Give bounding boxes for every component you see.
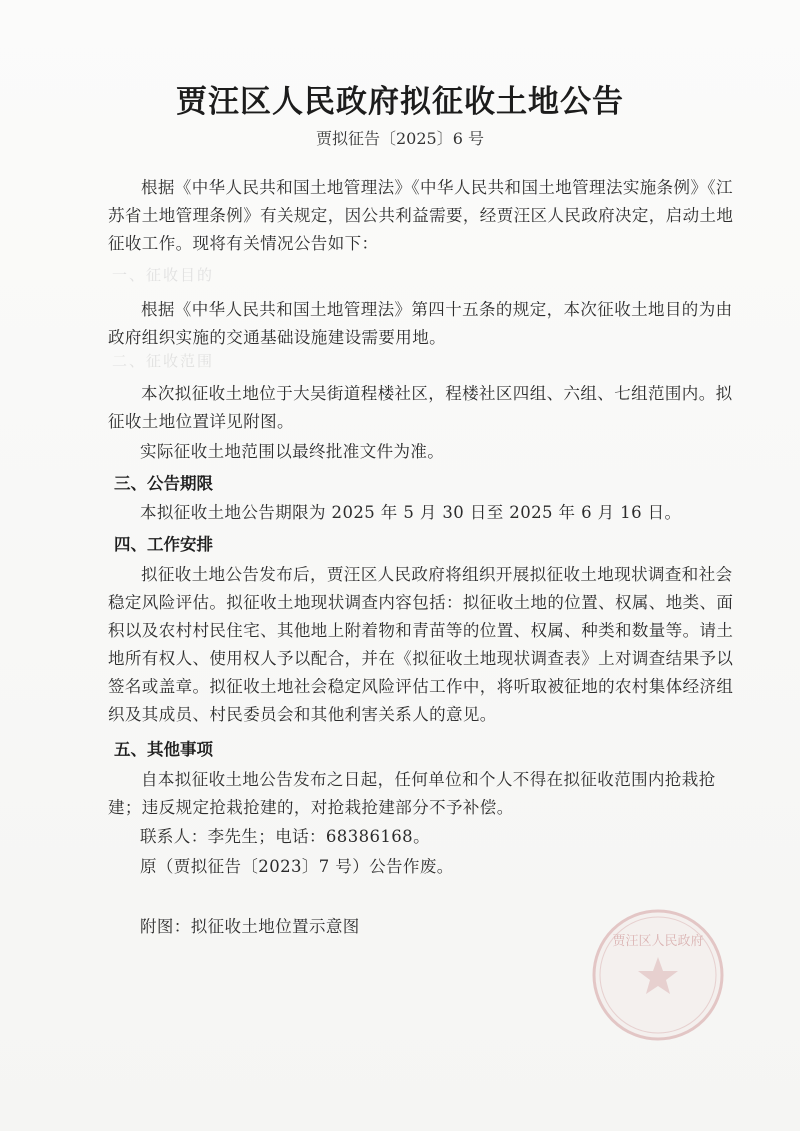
contact-line: 联系人：李先生；电话：68386168。 xyxy=(140,827,430,846)
scope-paragraph: 本次拟征收土地位于大吴街道程楼社区，程楼社区四组、六组、七组范围内。拟征收土地位置详见附图。 xyxy=(108,384,733,431)
section4-text: 拟征收土地公告发布后，贾汪区人民政府将组织开展拟征收土地现状调查和社会稳定风险评估。拟征收土地现状调查内容包括：拟征收土地的位置、权属、地类、面积以及农村村民住宅、其他地上附着物和青苗等的位置、权属、种类和数量等。请土地所有权人、使用权人予以配合，并在《拟征收土地现状调查表》上对调查结果予以签名或盖章。拟征收土地社会稳定风险评估工作中，将听取被征地的农村集体经济组织及其成员、村民委员会和其他利害关系人的意见。 xyxy=(108,565,734,724)
section3-heading: 三、公告期限 xyxy=(114,474,213,493)
faded-heading-2: 二、征收范围 xyxy=(112,352,215,370)
section5-heading: 五、其他事项 xyxy=(114,740,213,759)
document-number: 贾拟征告〔2025〕6 号 xyxy=(316,129,484,148)
abolish-line: 原（贾拟征告〔2023〕7 号）公告作废。 xyxy=(140,857,454,876)
scope-note: 实际征收土地范围以最终批准文件为准。 xyxy=(140,442,445,461)
document-title: 贾汪区人民政府拟征收土地公告 xyxy=(176,84,624,120)
intro-paragraph: 根据《中华人民共和国土地管理法》《中华人民共和国土地管理法实施条例》《江苏省土地管理条例》有关规定，因公共利益需要，经贾汪区人民政府决定，启动土地征收工作。现将有关情况公告如下： xyxy=(108,178,734,253)
official-seal xyxy=(588,905,728,1045)
seal-text: 贾汪区人民政府 xyxy=(612,934,704,949)
attachment-line: 附图：拟征收土地位置示意图 xyxy=(140,917,360,936)
section5-text: 自本拟征收土地公告发布之日起，任何单位和个人不得在拟征收范围内抢栽抢建；违反规定抢栽抢建的，对抢栽抢建部分不予补偿。 xyxy=(108,770,716,817)
purpose-paragraph: 根据《中华人民共和国土地管理法》第四十五条的规定，本次征收土地目的为由政府组织实施的交通基础设施建设需要用地。 xyxy=(108,300,733,347)
section4-heading: 四、工作安排 xyxy=(114,535,213,554)
faded-heading-1: 一、征收目的 xyxy=(112,266,215,284)
section3-text: 本拟征收土地公告期限为 2025 年 5 月 30 日至 2025 年 6 月 16 日。 xyxy=(140,503,682,522)
